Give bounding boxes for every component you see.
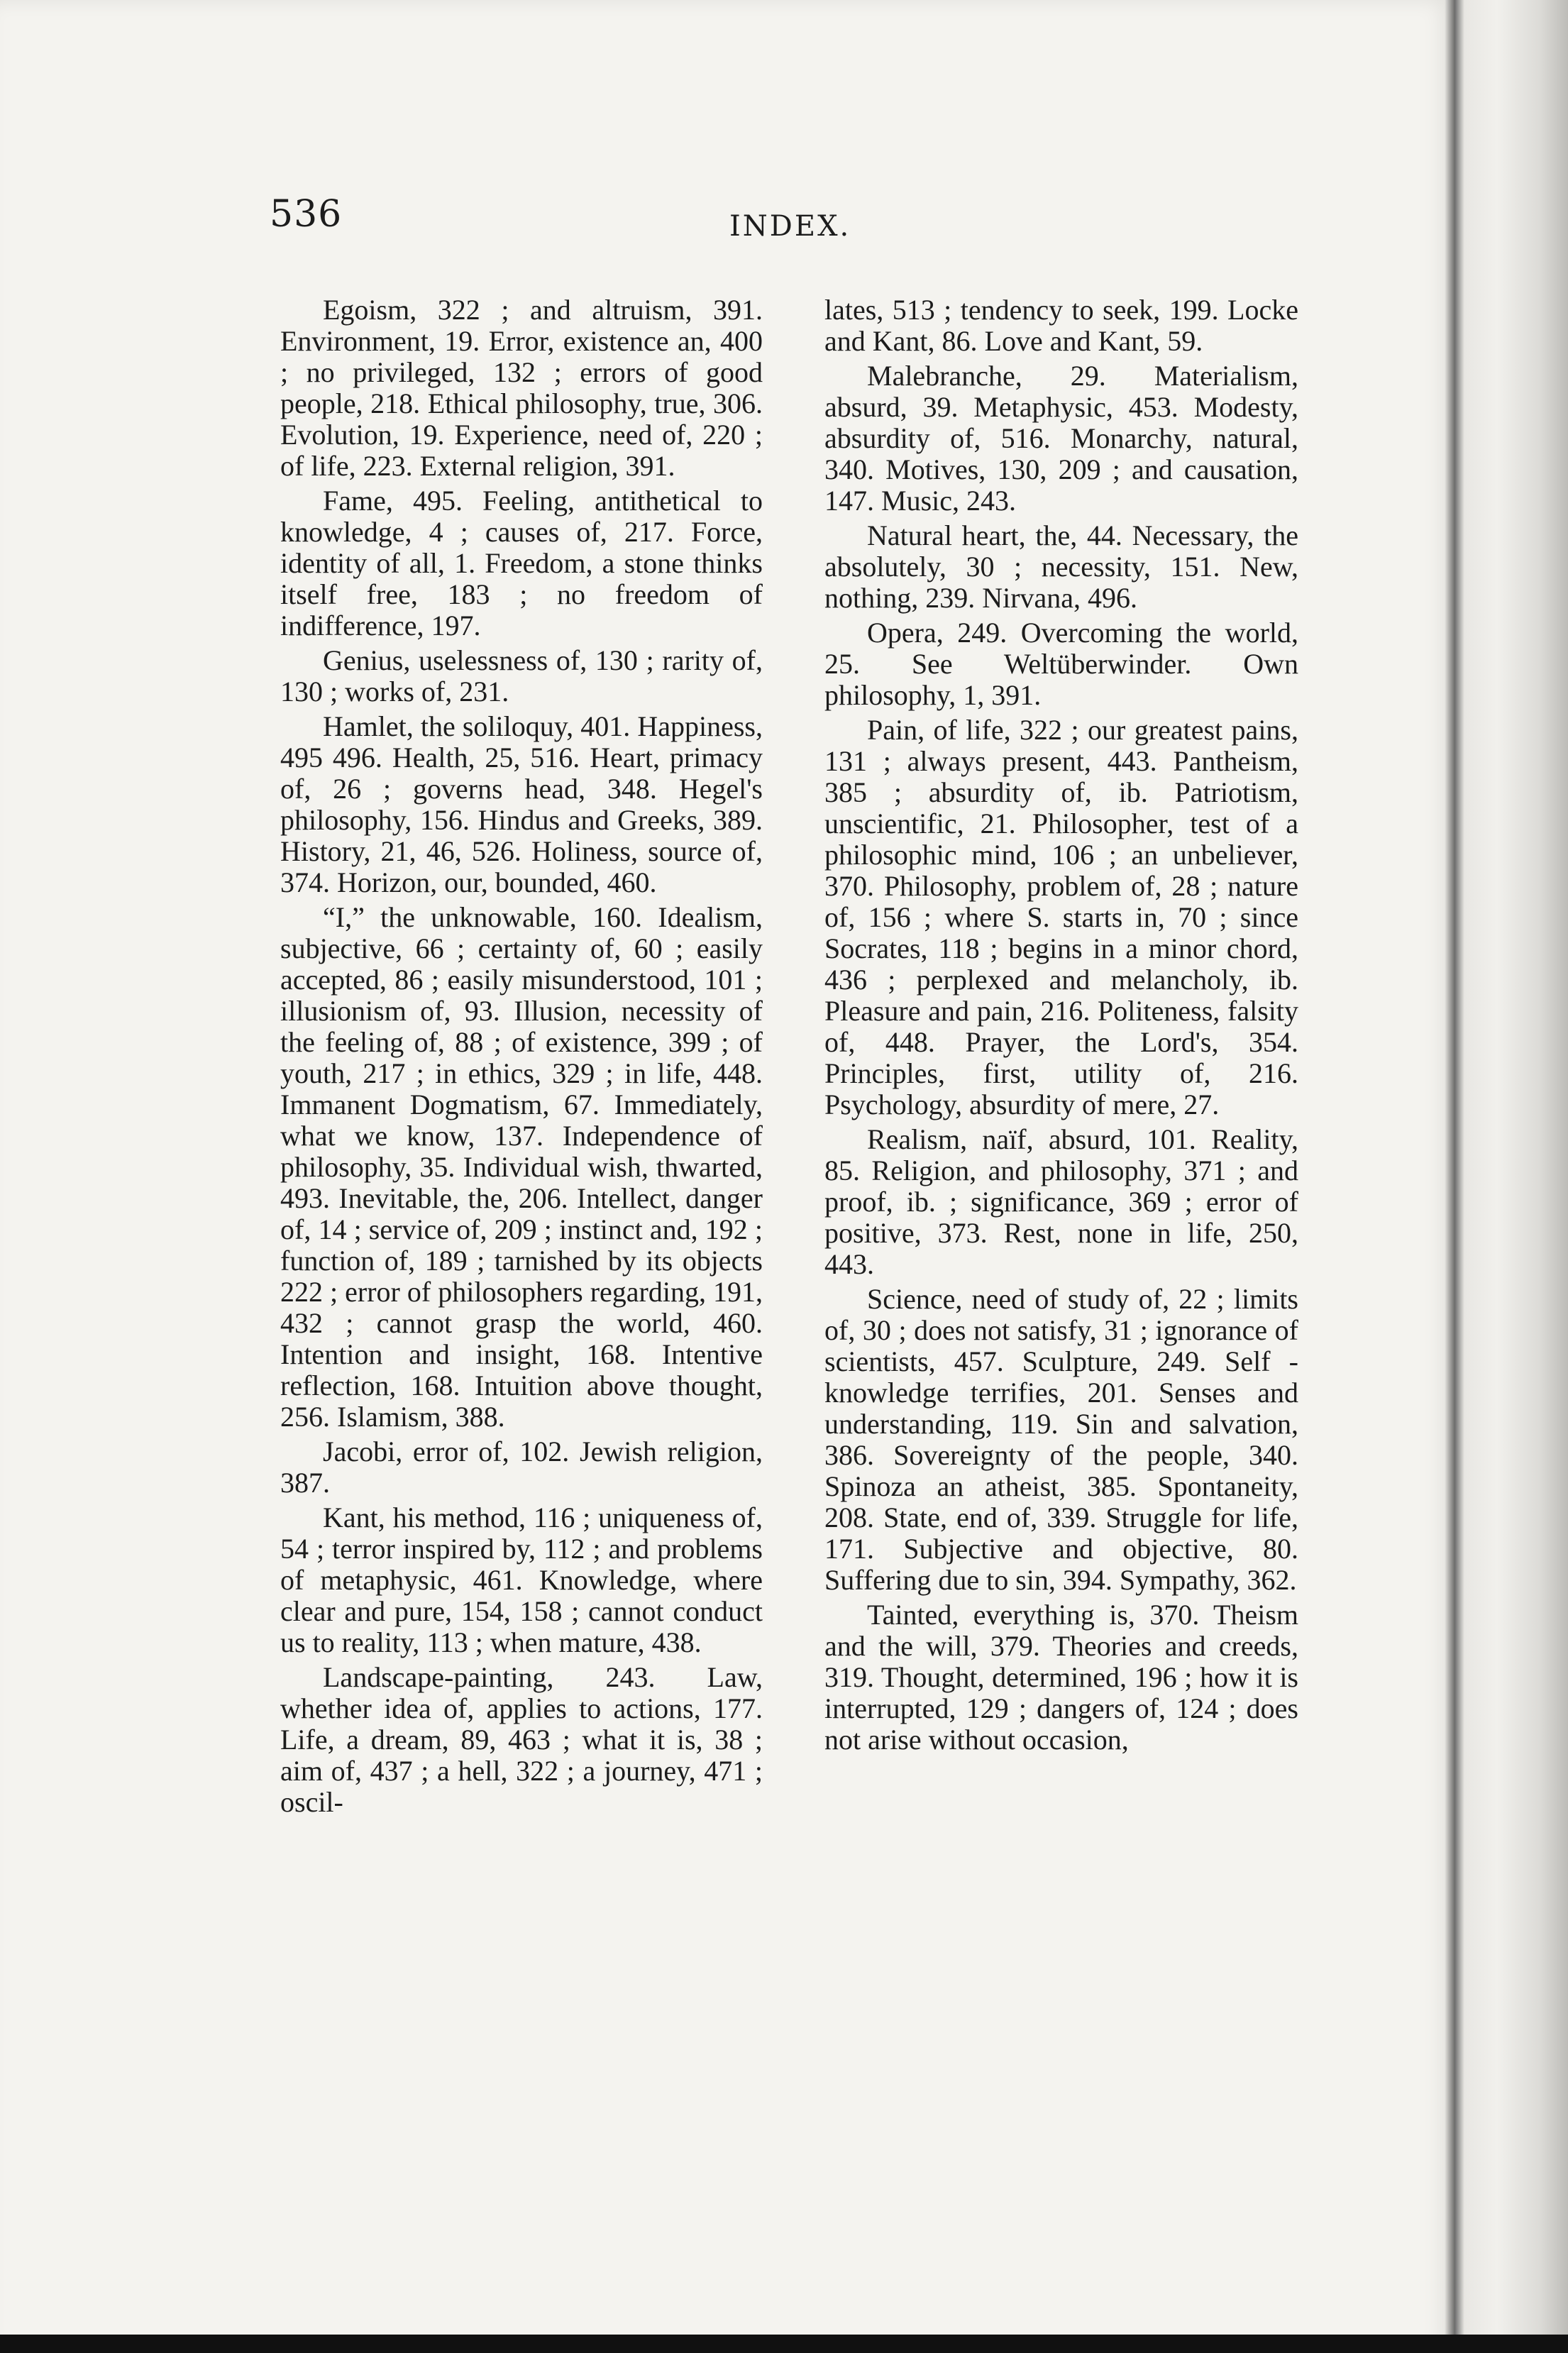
index-entry-j: Jacobi, error of, 102. Jewish religion, 387. — [280, 1436, 763, 1499]
index-column-right — [824, 294, 1298, 1759]
index-entry-r: Realism, naïf, absurd, 101. Reality, 85. Religion, and philosophy, 371 ; and proof, ib. ; significance, 369 ; error of positive, 373. Rest, none in life, 250, 443. — [824, 1123, 1298, 1280]
index-entry-p: Pain, of life, 322 ; our greatest pains, 131 ; always present, 443. Pantheism, 385 ; absurdity of, ib. Patriotism, unscientific, 21. Philosopher, test of a philosophic mind, 106 ; an unbeliever, 370. Philosophy, problem of, 28 ; nature of, 156 ; where S. starts in, 70 ; since Socrates, 118 ; begins in a minor chord, 436 ; perplexed and melancholy, ib. Pleasure and pain, 216. Politeness, falsity of, 448. Prayer, the Lord's, 354. Principles, first, utility of, 216. Psychology, absurdity of mere, 27. — [824, 714, 1298, 1120]
index-entry-m: Malebranche, 29. Materialism, absurd, 39. Metaphysic, 453. Modesty, absurdity of, 516. Monarchy, natural, 340. Motives, 130, 209 ; and causation, 147. Music, 243. — [824, 360, 1298, 517]
index-entry-t: Tainted, everything is, 370. Theism and the will, 379. Theories and creeds, 319. Thought, determined, 196 ; how it is interrupted, 129 ; dangers of, 124 ; does not arise without occasion, — [824, 1599, 1298, 1756]
index-entry-e: Egoism, 322 ; and altruism, 391. Environment, 19. Error, existence an, 400 ; no privileged, 132 ; errors of good people, 218. Ethical philosophy, true, 306. Evolution, 19. Experience, need of, 220 ; of life, 223. External religion, 391. — [280, 294, 763, 482]
index-column-left — [280, 294, 763, 1822]
index-entry-f: Fame, 495. Feeling, antithetical to knowledge, 4 ; causes of, 217. Force, identity of all, 1. Freedom, a stone thinks itself free, 183 ; no freedom of indifference, 197. — [280, 485, 763, 641]
index-entry-n: Natural heart, the, 44. Necessary, the absolutely, 30 ; necessity, 151. New, nothing, 239. Nirvana, 496. — [824, 519, 1298, 614]
index-entry-l: Landscape-painting, 243. Law, whether idea of, applies to actions, 177. Life, a dream, 89, 463 ; what it is, 38 ; aim of, 437 ; a hell, 322 ; a journey, 471 ; oscil- — [280, 1661, 763, 1818]
index-entry-i: “I,” the unknowable, 160. Idealism, subjective, 66 ; certainty of, 60 ; easily accepted, 86 ; easily misunderstood, 101 ; illusionism of, 93. Illusion, necessity of the feeling of, 88 ; of existence, 399 ; of youth, 217 ; in ethics, 329 ; in life, 448. Immanent Dogmatism, 67. Immediately, what we know, 137. Independence of philosophy, 35. Individual wish, thwarted, 493. Inevitable, the, 206. Intellect, danger of, 14 ; service of, 209 ; instinct and, 192 ; function of, 189 ; tarnished by its objects 222 ; error of philosophers regarding, 191, 432 ; cannot grasp the world, 460. Intention and insight, 168. Intentive reflection, 168. Intuition above thought, 256. Islamism, 388. — [280, 901, 763, 1433]
scan-bottom-border — [0, 2335, 1568, 2353]
index-entry-k: Kant, his method, 116 ; uniqueness of, 54 ; terror inspired by, 112 ; and problems of metaphysic, 461. Knowledge, where clear and pure, 154, 158 ; cannot conduct us to reality, 113 ; when mature, 438. — [280, 1501, 763, 1658]
running-head: INDEX. — [729, 210, 851, 243]
index-entry-h: Hamlet, the soliloquy, 401. Happiness, 495 496. Health, 25, 516. Heart, primacy of, 26 ; governs head, 348. Hegel's philosophy, 156. Hindus and Greeks, 389. History, 21, 46, 526. Holiness, source of, 374. Horizon, our, bounded, 460. — [280, 710, 763, 898]
index-entry-s: Science, need of study of, 22 ; limits of, 30 ; does not satisfy, 31 ; ignorance of scientists, 457. Sculpture, 249. Self - knowledge terrifies, 201. Senses and understanding, 119. Sin and salvation, 386. Sovereignty of the people, 340. Spinoza an atheist, 385. Spontaneity, 208. State, end of, 339. Struggle for life, 171. Subjective and objective, 80. Suffering due to sin, 394. Sympathy, 362. — [824, 1283, 1298, 1596]
book-spine — [1454, 0, 1568, 2353]
page-number: 536 — [270, 193, 343, 236]
index-entry-g: Genius, uselessness of, 130 ; rarity of, 130 ; works of, 231. — [280, 644, 763, 707]
index-entry-o: Opera, 249. Overcoming the world, 25. See Weltüberwinder. Own philosophy, 1, 391. — [824, 617, 1298, 711]
index-entry-l-continued: lates, 513 ; tendency to seek, 199. Locke and Kant, 86. Love and Kant, 59. — [824, 294, 1298, 357]
